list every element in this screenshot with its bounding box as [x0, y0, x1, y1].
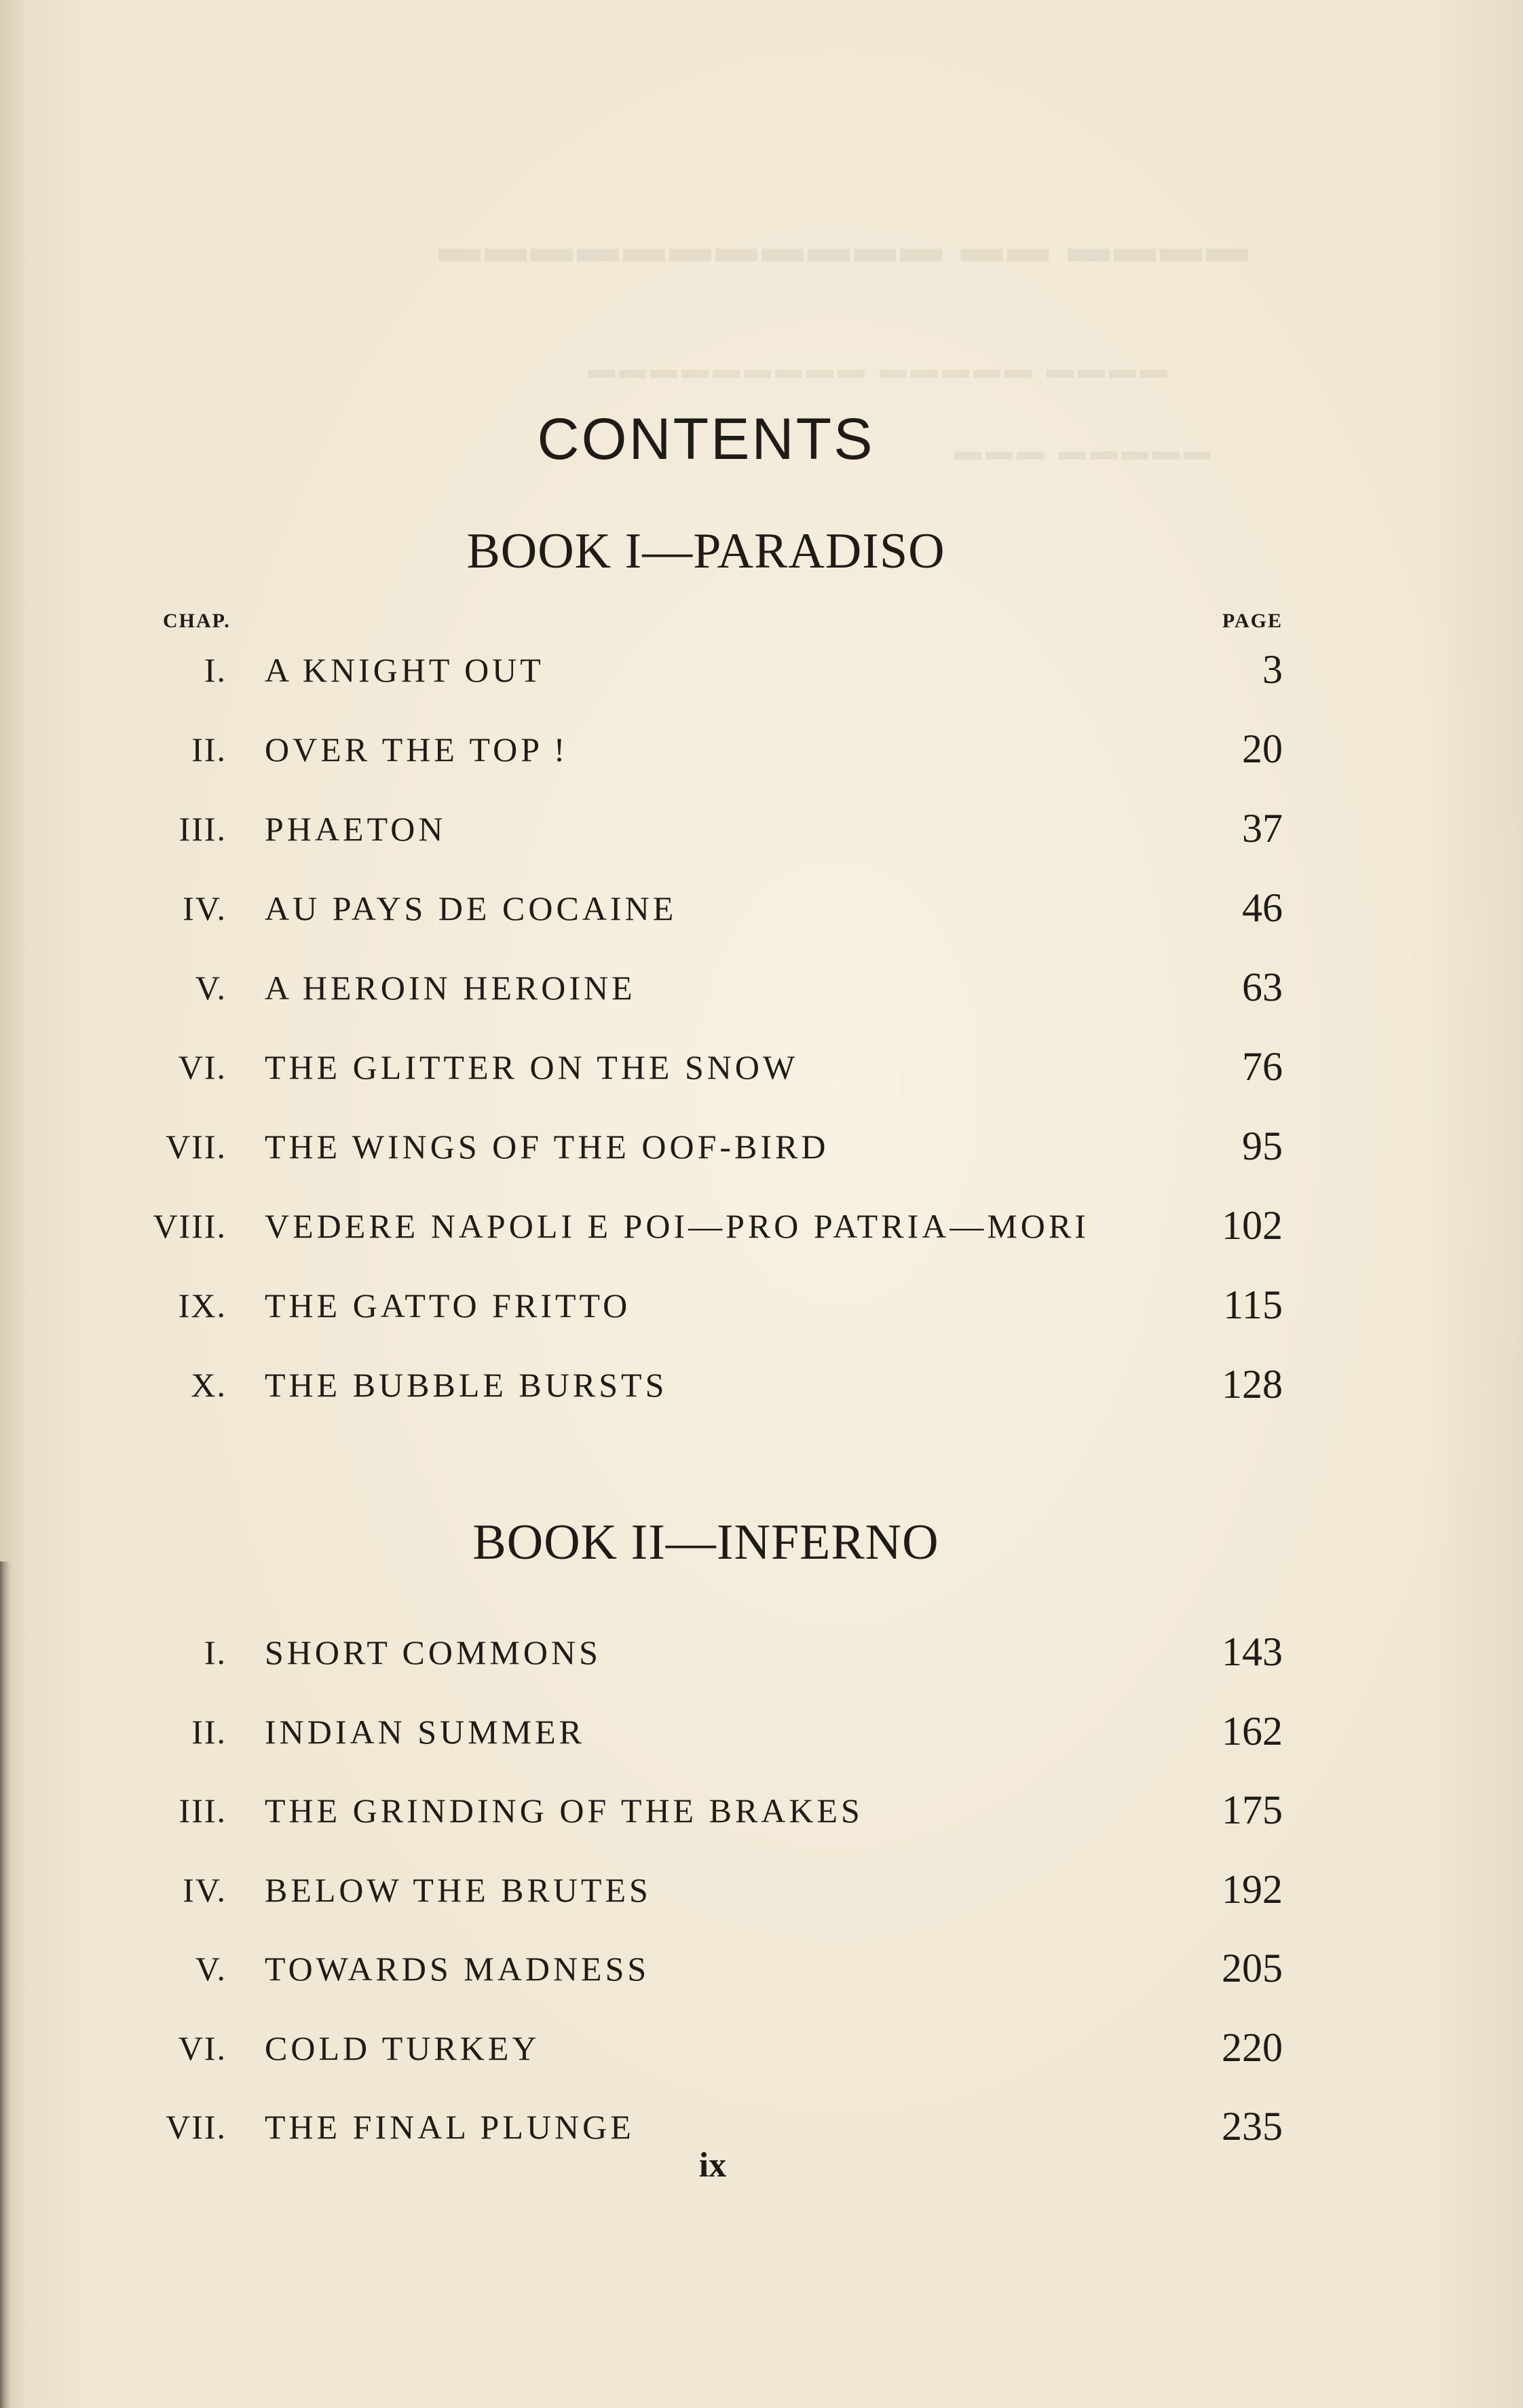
chapter-title: VEDERE NAPOLI E POI—PRO PATRIA—MORI [265, 1207, 1089, 1245]
toc-entry [0, 1788, 1523, 1845]
chapter-title: INDIAN SUMMER [265, 1712, 585, 1751]
toc-entry [0, 1866, 1523, 1925]
chapter-number: VII. [166, 1128, 227, 1166]
chapter-page-number: 175 [1222, 1788, 1283, 1832]
chapter-title: THE GATTO FRITTO [265, 1286, 631, 1325]
toc-entry [0, 1203, 1523, 1261]
chapter-number: VII. [166, 2108, 227, 2146]
chapter-number: II. [191, 730, 227, 768]
toc-entry [0, 2024, 1523, 2083]
toc-entry [0, 806, 1523, 864]
chapter-number: IV. [183, 1870, 227, 1909]
chapter-column-header: CHAP. [163, 610, 231, 632]
book-heading-inferno: BOOK II—INFERNO [472, 1515, 939, 1570]
chapter-number: X. [191, 1366, 227, 1404]
chapter-title: THE WINGS OF THE OOF-BIRD [265, 1128, 829, 1166]
chapter-page-number: 115 [1223, 1282, 1283, 1327]
chapter-page-number: 76 [1242, 1044, 1283, 1089]
toc-entry [0, 2104, 1523, 2162]
toc-entry [0, 1282, 1523, 1340]
chapter-title: BELOW THE BRUTES [265, 1870, 652, 1909]
chapter-page-number: 20 [1242, 726, 1283, 771]
chapter-page-number: 46 [1242, 885, 1283, 930]
chapter-title: SHORT COMMONS [265, 1633, 601, 1671]
chapter-title: THE GLITTER ON THE SNOW [265, 1048, 799, 1086]
chapter-title: THE BUBBLE BURSTS [265, 1366, 668, 1404]
page-folio: ix [698, 2146, 727, 2185]
page-title: CONTENTS [537, 407, 875, 472]
chapter-number: IX. [178, 1286, 227, 1325]
chapter-number: VIII. [153, 1207, 227, 1245]
toc-entry [0, 1044, 1523, 1102]
chapter-number: V. [195, 1950, 227, 1988]
chapter-title: OVER THE TOP ! [265, 730, 569, 768]
chapter-number: VI. [178, 2029, 227, 2067]
toc-entry [0, 965, 1523, 1022]
chapter-number: V. [195, 969, 227, 1007]
chapter-page-number: 102 [1222, 1203, 1283, 1248]
chapter-title: THE FINAL PLUNGE [265, 2108, 635, 2146]
chapter-number: III. [178, 810, 227, 848]
toc-entry [0, 885, 1523, 943]
chapter-number: III. [178, 1792, 227, 1830]
toc-entry [0, 1124, 1523, 1181]
page-column-header: PAGE [1222, 610, 1283, 632]
toc-entry [0, 1362, 1523, 1420]
chapter-page-number: 143 [1222, 1629, 1283, 1674]
chapter-title: THE GRINDING OF THE BRAKES [265, 1792, 863, 1830]
chapter-number: I. [204, 1633, 227, 1671]
show-through-ghost: ▬▬▬▬▬ ▬▬▬ [950, 435, 1211, 466]
chapter-number: IV. [183, 889, 227, 927]
toc-entry [0, 1708, 1523, 1766]
chapter-title: TOWARDS MADNESS [265, 1950, 650, 1988]
chapter-number: I. [204, 651, 227, 689]
chapter-page-number: 192 [1222, 1866, 1283, 1912]
chapter-page-number: 128 [1222, 1362, 1283, 1407]
chapter-number: II. [191, 1712, 227, 1751]
chapter-page-number: 162 [1222, 1708, 1283, 1754]
chapter-page-number: 205 [1222, 1946, 1283, 1990]
toc-entry [0, 647, 1523, 705]
chapter-title: A KNIGHT OUT [265, 651, 544, 689]
chapter-page-number: 220 [1222, 2024, 1283, 2070]
chapter-page-number: 95 [1242, 1124, 1283, 1168]
book-heading-paradiso: BOOK I—PARADISO [466, 523, 945, 579]
chapter-title: PHAETON [265, 810, 447, 848]
chapter-title: AU PAYS DE COCAINE [265, 889, 677, 927]
toc-entry [0, 1946, 1523, 2003]
chapter-page-number: 235 [1222, 2104, 1283, 2149]
toc-entry [0, 726, 1523, 784]
chapter-title: A HEROIN HEROINE [265, 969, 636, 1007]
chapter-page-number: 63 [1242, 965, 1283, 1009]
toc-entry [0, 1629, 1523, 1687]
chapter-title: COLD TURKEY [265, 2029, 540, 2067]
show-through-ghost: ▬▬▬▬ ▬▬ ▬▬▬▬▬▬▬▬▬▬▬ [434, 225, 1248, 271]
chapter-page-number: 37 [1242, 806, 1283, 851]
chapter-number: VI. [178, 1048, 227, 1086]
show-through-ghost: ▬▬▬▬ ▬▬▬▬▬ ▬▬▬▬▬▬▬▬▬ [584, 354, 1167, 384]
chapter-page-number: 3 [1262, 647, 1283, 692]
